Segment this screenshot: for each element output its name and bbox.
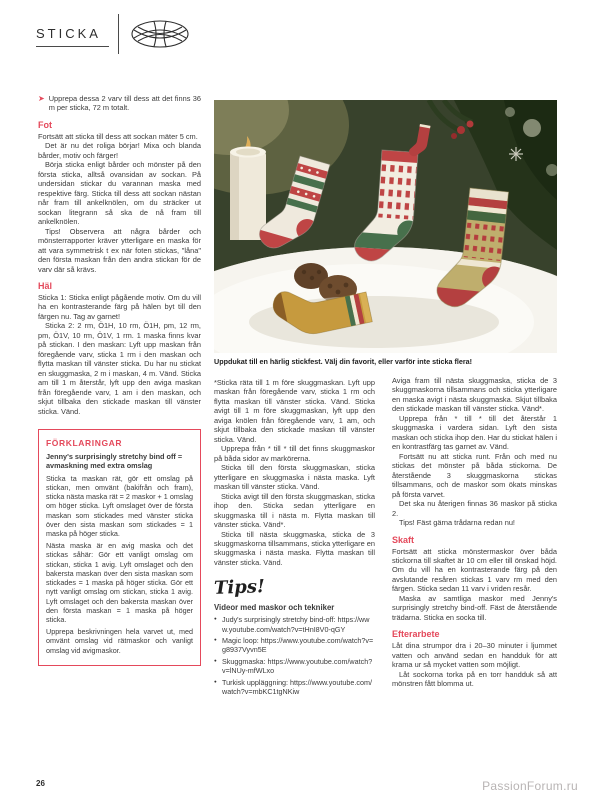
tips-subtitle: Videor med maskor och tekniker	[214, 603, 335, 613]
body-paragraph: Låt dina strumpor dra i 20–30 minuter i ljummet vatten och använd sedan en handduk för att krama ur så mycket vatten som möjligt.	[392, 641, 557, 670]
body-paragraph: Tips! Fäst gärna trådarna redan nu!	[399, 518, 515, 528]
heading-skaft: Skaft	[392, 534, 415, 545]
photo-caption: Uppdukat till en härlig stickfest. Välj din favorit, eller varför inte sticka flera!	[214, 357, 473, 366]
page-number: 26	[36, 779, 45, 788]
section-header	[36, 12, 192, 55]
header-divider	[118, 14, 119, 54]
tips-video-list	[214, 615, 375, 696]
explanations-title: FÖRKLARINGAR	[46, 438, 123, 449]
tips-block	[214, 577, 375, 696]
tips-video-item: ● Turkisk uppläggning: https://www.youtube.com/watch?v=mbKC1tgNKiw	[214, 678, 375, 697]
body-paragraph: Tips! Observera att några bårder och mönsterrapporter kräver ytterligare en maska för att vara symmetrisk t ex när foten stickas, "låna" den första maskan från den andra stickan för de varv där så krävs.	[38, 226, 201, 274]
body-paragraph: Sticka 1: Sticka enligt pågående motiv. Om du vill ha en kontrasterande färg på hälen byt till den färgen nu. Tag av garnet!	[38, 292, 201, 321]
body-paragraph: Sticka avigt till den första skuggmaskan, sticka ihop den. Sticka sedan ytterligare en skuggmaska till i nästa m. Flytta maskan till vänster sticka. Vänd*.	[214, 491, 375, 530]
body-paragraph: Maska av samtliga maskor med Jenny's surprisingly stretchy bind-off. Fäst de återstående trädarna. Sticka en socka till.	[392, 593, 557, 622]
arrow-bullet-icon: ➤	[38, 94, 45, 103]
body-paragraph: Upprepa beskrivningen hela varvet ut, med omvänt omslag vid rätmaskor och vanligt omslag vid avigmaskor.	[46, 627, 193, 655]
left-column	[38, 94, 201, 666]
body-paragraph: Nästa maska är en avig maska och det stickas såhär: Gör ett vanligt omslag om stickan, sticka 1 avig. Lyft omslaget och den bakersta maskan över den sista maskan som stickades = 1 maska på höger sticka. Gör ett nytt vanligt omslag om stickan, sticka 1 avig. Lyft omslaget och den bakersta maskan över den första maskan = 1 maska på höger sticka.	[46, 541, 193, 624]
intro-bullet-paragraph	[38, 94, 201, 113]
body-paragraph: Sticka till nästa skuggmaska, sticka de 3 skuggmaskorna tillsammans, sticka ytterligare en skuggmaska i nästa maska. Flytta maskan till vänster sticka. Vänd.	[214, 529, 376, 567]
tips-video-item: ● Judy's surprisingly stretchy bind-off: https://www.youtube.com/watch?v=tHnI8V0-qGY	[214, 615, 375, 634]
body-paragraph: Sticka 2: 2 rm, Ö1H, 10 rm, Ö1H, pm, 12 rm, pm, Ö1V, 10 rm, Ö1V, 1 rm. 1 maska finns kvar på stickan. I den maskan: Lyft upp maskan från föregående varv, sticka 1 rm i den maskan och flytta maskan till vänster sticka. Du har nu stickat en skuggmaska, 2 m i maskan, 4 m. Vänd. Sticka am till 1 m återstår, lyft upp den aviga maskan från föregående varv, 1 am i den maskan, och skjut tillbaka den stickade maskan till vänster sticka. Vänd.	[38, 321, 201, 416]
heading-efterarbete: Efterarbete	[392, 629, 440, 640]
explanations-box	[38, 429, 201, 666]
heading-fot: Fot	[38, 119, 52, 130]
body-paragraph: Det är nu det roliga börjar! Mixa och blanda bårder, motiv och färger!	[38, 141, 201, 160]
socks-photo-illustration	[214, 100, 557, 353]
section-label: STICKA	[36, 12, 109, 47]
body-paragraph: Fortsätt nu att sticka runt. Från och med nu stickas det mönster på båda stickorna. De återstående 3 skuggmaskorna stickas tillsammans, och de maskor som ökats minskas på första varvet.	[392, 451, 557, 499]
tips-title: Tips!	[213, 576, 266, 600]
watermark: PassionForum.ru	[482, 779, 578, 793]
tips-video-item: ● Magic loop: https://www.youtube.com/watch?v=g8937Vyvn5E	[214, 636, 375, 655]
body-paragraph: Fortsätt att sticka mönstermaskor över båda stickorna till skaftet är 10 cm eller till önskad höjd. Om du vill ha en kontrasterande färg på den avslutande resåren stickas 1 varv rm med den färgen. Sticka sedan 11 varv i vriden resår.	[392, 546, 557, 594]
yarn-skein-icon	[128, 13, 192, 55]
body-paragraph: Upprepa från * till * till det återstår 1 skuggmaska i vardera sidan. Lyft den sista maskan och sticka ihop den. Har du stickat hälen i en kontrastfärg tas garnet av. Vänd.	[392, 413, 557, 452]
body-paragraph: Det ska nu återigen finnas 36 maskor på sticka 2.	[392, 499, 557, 518]
tips-video-item: ● Skuggmaska: https://www.youtube.com/watch?v=lNUy-mfWLxo	[214, 657, 375, 676]
middle-column	[214, 378, 375, 698]
body-paragraph: Låt sockorna torka på en torr handduk så att mönstren fått blomma ut.	[392, 669, 557, 689]
intro-bullet-text: Upprepa dessa 2 varv till dess att det finns 36 m per sticka, 72 m totalt.	[48, 94, 201, 113]
body-paragraph: Aviga fram till nästa skuggmaska, sticka de 3 skuggmaskorna tillsammans och sticka ytterligare en maska avigt i nästa skuggmaska. Skjut tillbaka den stickade maskan till vänster sticka. Vänd*.	[392, 376, 557, 414]
right-column	[392, 376, 557, 689]
body-paragraph: Börja sticka enligt bårder och mönster på den första sticka, alltså ovansidan av sockan. På undersidan stickar du varannan maska med respektive färg. Sticka till dess att sockan nästan når fram till ankelknölen, om du sträcker ut sockan litegrann så ska de nå fram till ankelknölen.	[38, 160, 201, 227]
body-paragraph: Fortsätt att sticka till dess att sockan mäter 5 cm.	[38, 131, 198, 141]
candle	[230, 136, 266, 240]
body-paragraph: *Sticka räta till 1 m före skuggmaskan. Lyft upp maskan från föregående varv, sticka 1 rm och flytta maskan till vänster sticka. Vänd. Sticka avigt till 1 m före skuggmaskan, lyft upp den aviga knölen från föregående varv, 1 am, och skjut tillbaka den stickade maskan till vänster sticka. Vänd.	[214, 378, 375, 444]
body-paragraph: Sticka ta maskan rät, gör ett omslag på stickan, men omvänt (bakifrån och fram), sticka nästa maska rät = 2 maskor + 1 omslag om höger sticka. Lyft omslaget över de första maskan som stickades med vänster sticka över den sista maskan som stickades = 1 maska på höger sticka.	[46, 473, 193, 539]
explanations-lead: Jenny's surprisingly stretchy bind off = avmaskning med extra omslag	[46, 452, 183, 471]
body-paragraph: Upprepa från * till * till det finns skuggmaskor på båda sidor av markörerna.	[214, 444, 375, 463]
body-paragraph: Sticka till den första skuggmaskan, sticka ytterligare en skuggmaska i nästa maska. Lyft maskan till vänster sticka. Vänd.	[214, 463, 375, 492]
socks-photo	[214, 100, 557, 353]
heading-hal: Häl	[38, 280, 53, 291]
